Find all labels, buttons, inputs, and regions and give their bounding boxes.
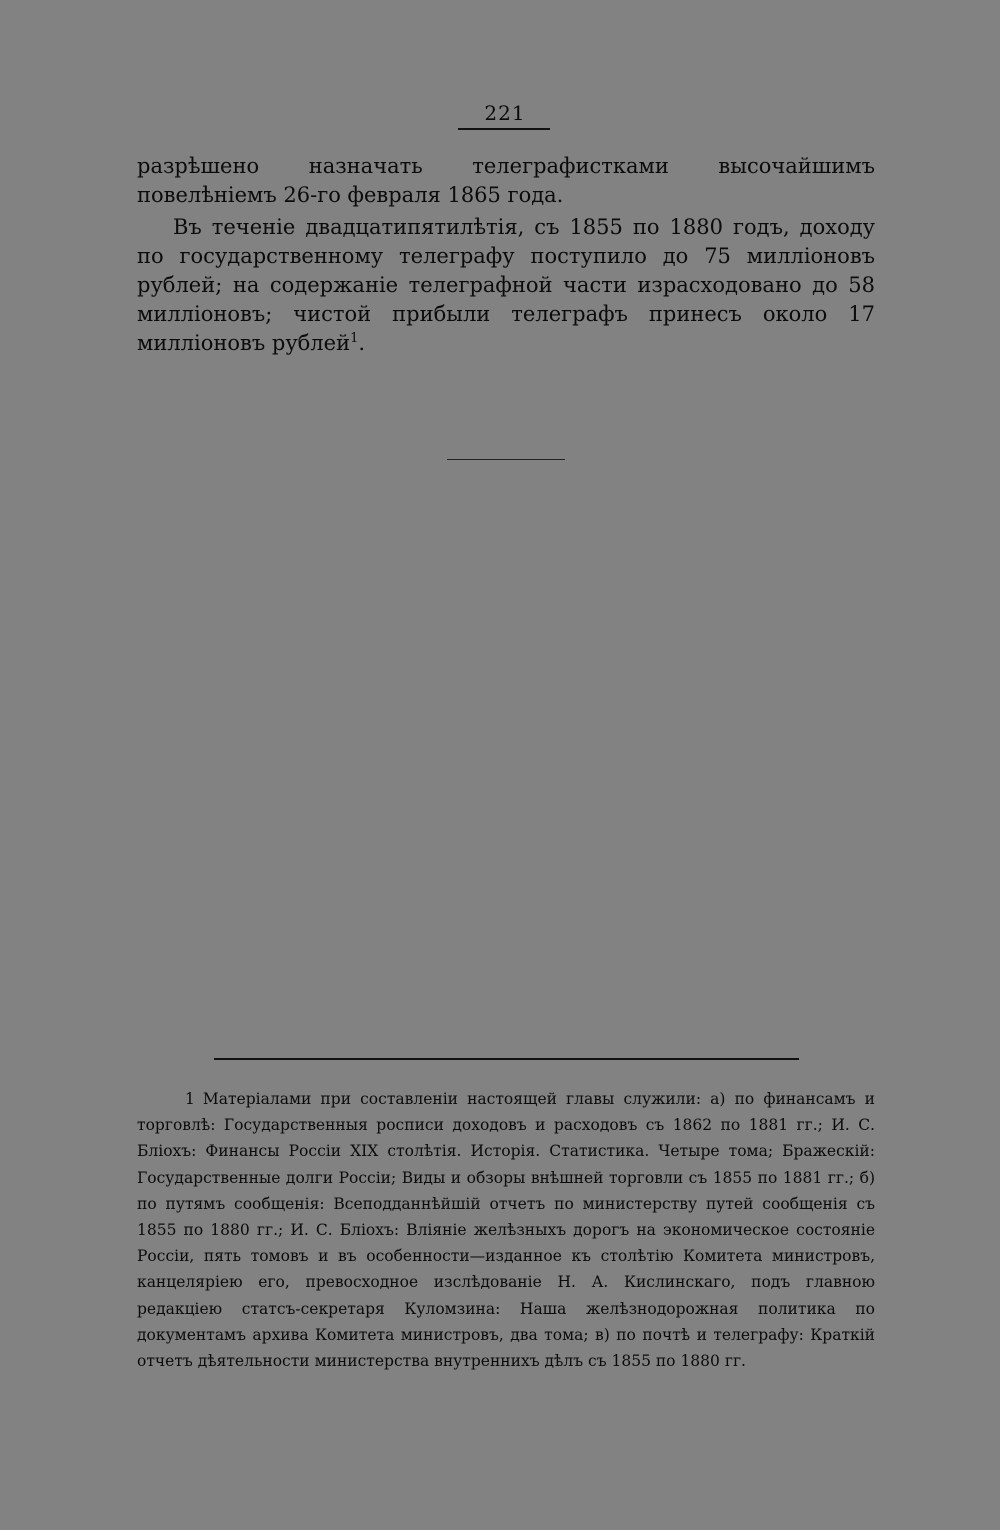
footnote: [137, 1086, 875, 1374]
paragraph-2-end: .: [358, 331, 366, 355]
footnote-reference: 1: [350, 331, 359, 346]
page-number: 221: [484, 101, 526, 125]
paragraph-2-text: Въ теченіе двадцатипятилѣтія, съ 1855 по 1880 годъ, доходу по государственному телеграфу поступило до 75 милліоновъ рублей; на содержаніе телеграфной части израсходовано до 58 милліоновъ; чистой прибыли телеграфъ принесъ около 17 милліоновъ рублей: [137, 215, 875, 355]
paragraph-1: разрѣшено назначать телеграфистками высочайшимъ повелѣніемъ 26-го февраля 1865 года.: [137, 154, 875, 207]
footnote-mark: 1: [185, 1090, 195, 1108]
footnote-divider: [214, 1058, 799, 1060]
footnote-text: Матеріалами при составленіи настоящей главы служили: а) по финансамъ и торговлѣ: Государственныя росписи доходовъ и расходовъ съ 1862 по 1881 гг.; И. С. Бліохъ: Финансы Россіи XIX столѣтія. Исторія. Статистика. Четыре тома; Бражескій: Государственные долги Россіи; Виды и обзоры внѣшней торговли съ 1855 по 1881 гг.; б) по путямъ сообщенія: Всеподданнѣйшій отчетъ по министерству путей сообщенія съ 1855 по 1880 гг.; И. С. Бліохъ: Вліяніе желѣзныхъ дорогъ на экономическое состояніе Россіи, пять томовъ и въ особенности—изданное къ столѣтію Комитета министровъ, канцеляріею его, превосходное изслѣдованіе Н. А. Кислинскаго, подъ главною редакціею статсъ-секретаря Куломзина: Наша желѣзнодорожная политика по документамъ архива Комитета министровъ, два тома; в) по почтѣ и телеграфу: Краткій отчетъ дѣятельности министерства внутреннихъ дѣлъ съ 1855 по 1880 гг.: [137, 1090, 875, 1371]
page-number-underline: [458, 128, 550, 130]
section-divider: [447, 459, 565, 460]
main-text: [137, 152, 875, 358]
paragraph-2: [137, 213, 875, 358]
